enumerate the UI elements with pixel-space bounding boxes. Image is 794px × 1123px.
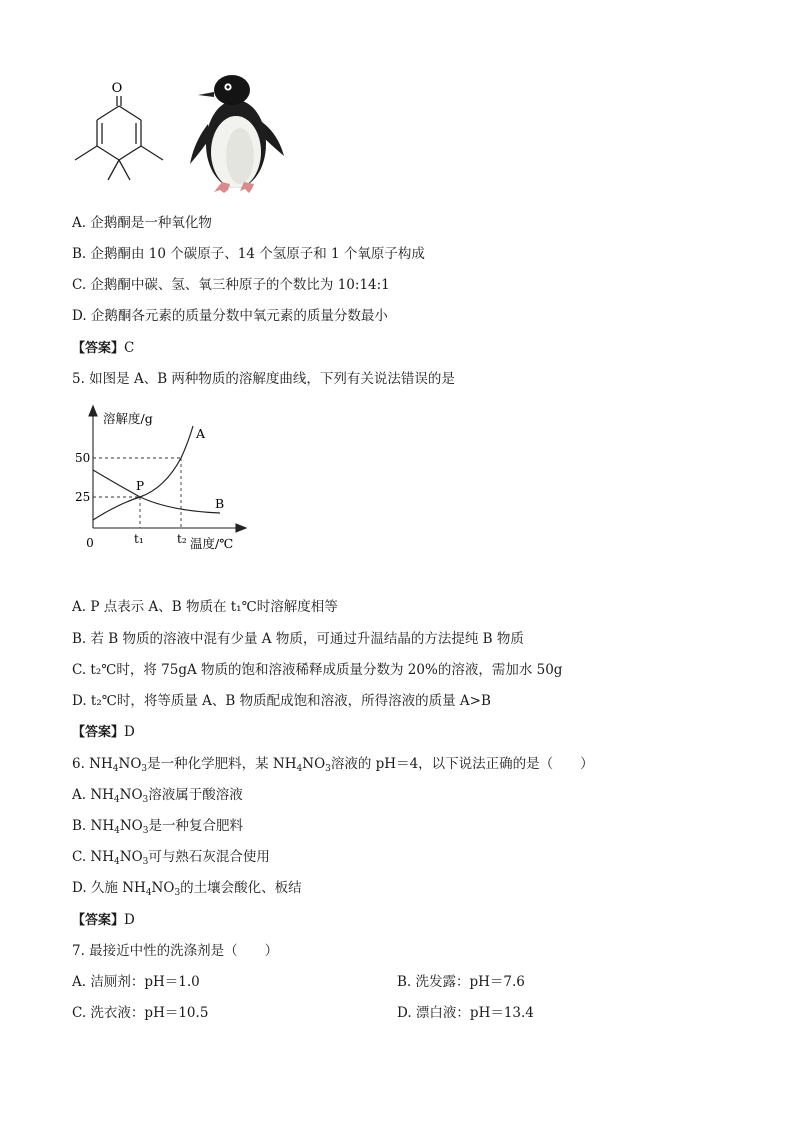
origin-label: 0: [86, 536, 94, 550]
y-axis-arrow: [89, 406, 97, 416]
q7-stem: 7. 最接近中性的洗涤剂是（ ）: [72, 943, 279, 959]
q6-option-b: B. $NH_4NO_3$是一种复合肥料: [72, 818, 243, 836]
penguin-image: [188, 72, 288, 194]
q7-option-c: C. 洗衣液：pH＝10.5: [72, 1005, 209, 1021]
q6-option-d: D. 久施 $NH_4NO_3$的土壤会酸化、板结: [72, 880, 302, 898]
point-p-label: P: [136, 479, 145, 493]
curve-a: [93, 426, 193, 520]
q4-option-d: D. 企鹅酮各元素的质量分数中氧元素的质量分数最小: [72, 308, 388, 324]
x-axis-label: 温度/℃: [190, 536, 234, 551]
q5-option-c: C. t₂℃时，将 75gA 物质的饱和溶液稀释成质量分数为 20%的溶液，需加水 50g: [72, 662, 563, 678]
q5-option-d: D. t₂℃时，将等质量 A、B 物质配成饱和溶液，所得溶液的质量 A>B: [72, 693, 491, 709]
q5-answer: [72, 723, 135, 742]
series-a-label: A: [196, 426, 206, 441]
y-tick-50: 50: [75, 451, 91, 465]
q6-option-c: C. $NH_4NO_3$可与熟石灰混合使用: [72, 849, 270, 867]
series-b-label: B: [215, 496, 225, 511]
q4-option-c: C. 企鹅酮中碳、氢、氧三种原子的个数比为 10:14:1: [72, 277, 390, 293]
q6-answer: [72, 911, 135, 930]
y-axis-label: 溶解度/g: [103, 411, 153, 426]
answer-value: D: [124, 912, 135, 928]
q7-option-d: D. 漂白液：pH＝13.4: [397, 1005, 534, 1021]
q4-option-a: A. 企鹅酮是一种氧化物: [72, 215, 212, 231]
answer-tag: 【答案】: [72, 913, 125, 928]
solubility-chart: [70, 398, 260, 558]
q7-option-b: B. 洗发露：pH＝7.6: [397, 974, 525, 990]
molecule-structure: [70, 78, 170, 190]
q4-answer: [72, 339, 134, 358]
y-tick-25: 25: [75, 490, 91, 504]
answer-tag: 【答案】: [72, 341, 125, 356]
q6-option-a: A. $NH_4NO_3$溶液属于酸溶液: [72, 787, 243, 805]
x-tick-t2: t₂: [177, 532, 187, 546]
q7-option-a: A. 洁厕剂：pH＝1.0: [72, 974, 200, 990]
q6-stem: 6. $NH_4NO_3$是一种化学肥料，某 $NH_4NO_3$溶液的 pH＝4，以下说法正确的是（ ）: [72, 756, 594, 774]
q4-option-b: B. 企鹅酮由 10 个碳原子、14 个氢原子和 1 个氧原子构成: [72, 246, 425, 262]
x-axis-arrow: [236, 524, 246, 532]
q5-stem: 5. 如图是 A、B 两种物质的溶解度曲线，下列有关说法错误的是: [72, 371, 455, 387]
answer-tag: 【答案】: [72, 725, 125, 740]
answer-value: C: [124, 340, 135, 356]
answer-value: D: [124, 724, 135, 740]
q5-option-a: A. P 点表示 A、B 物质在 t₁℃时溶解度相等: [72, 599, 338, 615]
oxygen-atom-label: O: [111, 81, 123, 96]
x-tick-t1: t₁: [134, 532, 144, 546]
q5-option-b: B. 若 B 物质的溶液中混有少量 A 物质，可通过升温结晶的方法提纯 B 物质: [72, 631, 524, 647]
curve-b: [93, 470, 220, 513]
